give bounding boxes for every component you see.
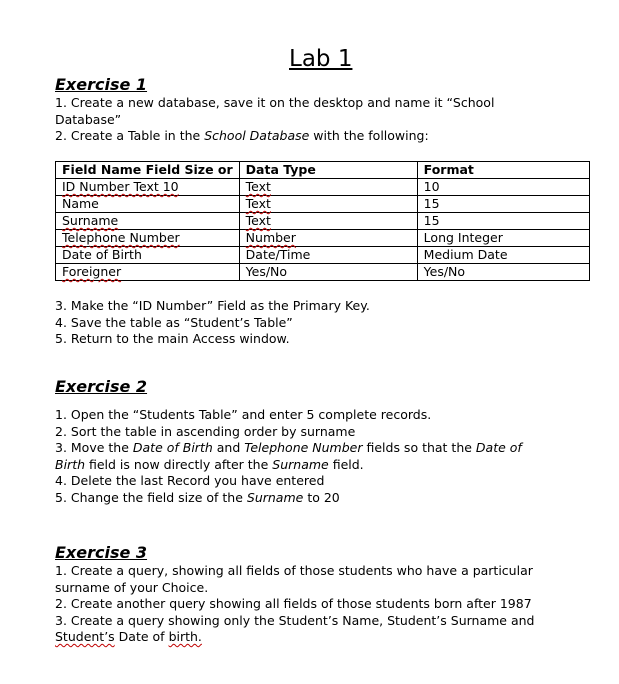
cell-field-name: Name xyxy=(56,196,240,213)
exercise-2-step-5: 5. Change the field size of the Surname to 20 xyxy=(55,489,340,505)
cell-data-type: Text xyxy=(239,179,417,196)
cell-format: Medium Date xyxy=(417,247,589,264)
header-field-name: Field Name Field Size or xyxy=(56,162,240,179)
cell-field-name: Telephone Number xyxy=(56,230,240,247)
exercise-1-step-1: 1. Create a new database, save it on the desktop and name it “School Database” xyxy=(55,95,495,127)
table-header-row xyxy=(56,162,590,179)
exercise-3-heading: Exercise 3 xyxy=(55,543,148,562)
cell-data-type: Text xyxy=(239,196,417,213)
table-row xyxy=(56,179,590,196)
cell-field-name: ID Number Text 10 xyxy=(56,179,240,196)
cell-format: 10 xyxy=(417,179,589,196)
cell-data-type: Number xyxy=(239,230,417,247)
cell-format: 15 xyxy=(417,213,589,230)
table-row xyxy=(56,196,590,213)
cell-field-name: Surname xyxy=(56,213,240,230)
cell-data-type: Text xyxy=(239,213,417,230)
cell-data-type: Date/Time xyxy=(239,247,417,264)
exercise-3-step-2: 2. Create another query showing all fields of those students born after 1987 xyxy=(55,596,532,611)
exercise-2-step-4: 4. Delete the last Record you have entered xyxy=(55,473,325,488)
exercise-3-step-1: 1. Create a query, showing all fields of those students who have a particular surname of your Choice. xyxy=(55,563,533,595)
table-row xyxy=(56,213,590,230)
exercise-1-step-3: 3. Make the “ID Number” Field as the Primary Key. xyxy=(55,298,370,313)
exercise-1-intro xyxy=(55,95,555,145)
header-data-type: Data Type xyxy=(239,162,417,179)
exercise-1-step-5: 5. Return to the main Access window. xyxy=(55,331,290,346)
cell-data-type: Yes/No xyxy=(239,264,417,281)
cell-field-name: Foreigner xyxy=(56,264,240,281)
cell-format: Yes/No xyxy=(417,264,589,281)
cell-format: Long Integer xyxy=(417,230,589,247)
exercise-2-steps xyxy=(55,407,555,506)
table-row xyxy=(56,264,590,281)
exercise-2-step-2: 2. Sort the table in ascending order by surname xyxy=(55,423,356,439)
fields-table xyxy=(55,161,590,281)
exercise-2-step-3: 3. Move the Date of Birth and Telephone Number fields so that the Date of Birth field is now directly after the Surname field. xyxy=(55,440,522,472)
page-title: Lab 1 xyxy=(289,46,353,72)
table-row xyxy=(56,230,590,247)
exercise-3-step-3: 3. Create a query showing only the Student’s Name, Student’s Surname and Student’s Date of birth. xyxy=(55,612,535,644)
exercise-2-heading: Exercise 2 xyxy=(55,377,148,396)
exercise-1-heading: Exercise 1 xyxy=(55,75,148,94)
exercise-1-step-2: 2. Create a Table in the School Database with the following: xyxy=(55,128,429,143)
exercise-2-step-1: 1. Open the “Students Table” and enter 5 complete records. xyxy=(55,407,432,422)
cell-field-name: Date of Birth xyxy=(56,247,240,264)
exercise-1-steps xyxy=(55,298,555,348)
exercise-1-step-4: 4. Save the table as “Student’s Table” xyxy=(55,314,293,330)
header-format: Format xyxy=(417,162,589,179)
table-row xyxy=(56,247,590,264)
exercise-3-steps xyxy=(55,563,555,646)
cell-format: 15 xyxy=(417,196,589,213)
